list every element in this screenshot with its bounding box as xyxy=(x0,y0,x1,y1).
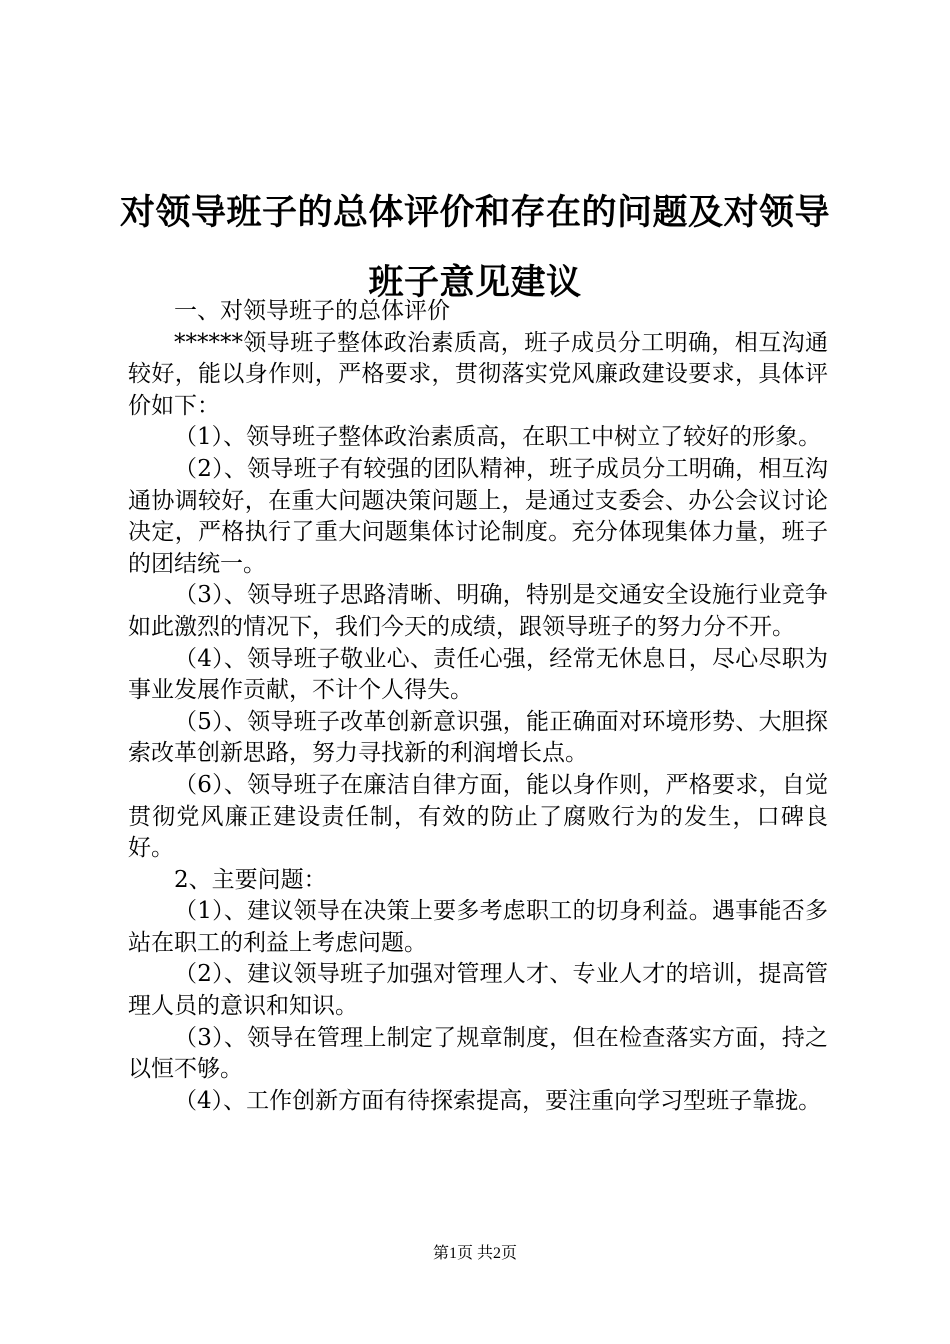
problem-item-3: （3）、领导在管理上制定了规章制度，但在检查落实方面，持之以恒不够。 xyxy=(128,1024,828,1083)
section-heading-2: 2、主要问题： xyxy=(174,866,327,893)
paragraph-item-4: （4）、领导班子敬业心、责任心强，经常无休息日，尽心尽职为事业发展作贡献，不计个人得失。 xyxy=(128,645,828,704)
paragraph-intro: ******领导班子整体政治素质高，班子成员分工明确，相互沟通较好，能以身作则，严格要求，贯彻落实党风廉政建设要求，具体评价如下： xyxy=(128,329,828,419)
paragraph-item-6: （6）、领导班子在廉洁自律方面，能以身作则，严格要求，自觉贯彻党风廉正建设责任制，有效的防止了腐败行为的发生，口碑良好。 xyxy=(128,771,828,862)
title-line-1: 对领导班子的总体评价和存在的问题及对领导 xyxy=(119,192,830,233)
document-body xyxy=(128,296,828,1117)
problem-item-2: （2）、建议领导班子加强对管理人才、专业人才的培训，提高管理人员的意识和知识。 xyxy=(128,961,828,1020)
paragraph-item-5: （5）、领导班子改革创新意识强，能正确面对环境形势、大胆探索改革创新思路，努力寻找新的利润增长点。 xyxy=(128,708,828,767)
page-number-footer: 第1页 共2页 xyxy=(432,1245,517,1262)
paragraph-item-1: （1）、领导班子整体政治素质高，在职工中树立了较好的形象。 xyxy=(174,424,822,451)
title-line-2: 班子意见建议 xyxy=(368,262,582,303)
section-heading-1: 一、对领导班子的总体评价 xyxy=(174,298,450,324)
problem-item-1: （1）、建议领导在决策上要多考虑职工的切身利益。遇事能否多站在职工的利益上考虑问题。 xyxy=(128,898,828,956)
problem-item-4: （4）、工作创新方面有待探索提高，要注重向学习型班子靠拢。 xyxy=(174,1087,822,1114)
paragraph-item-3: （3）、领导班子思路清晰、明确，特别是交通安全设施行业竞争如此激烈的情况下，我们今天的成绩，跟领导班子的努力分不开。 xyxy=(128,582,828,640)
paragraph-item-2: （2）、领导班子有较强的团队精神，班子成员分工明确，相互沟通协调较好，在重大问题决策问题上，是通过支委会、办公会议讨论决定，严格执行了重大问题集体讨论制度。充分体现集体力量，班子的团结统一。 xyxy=(128,455,828,577)
